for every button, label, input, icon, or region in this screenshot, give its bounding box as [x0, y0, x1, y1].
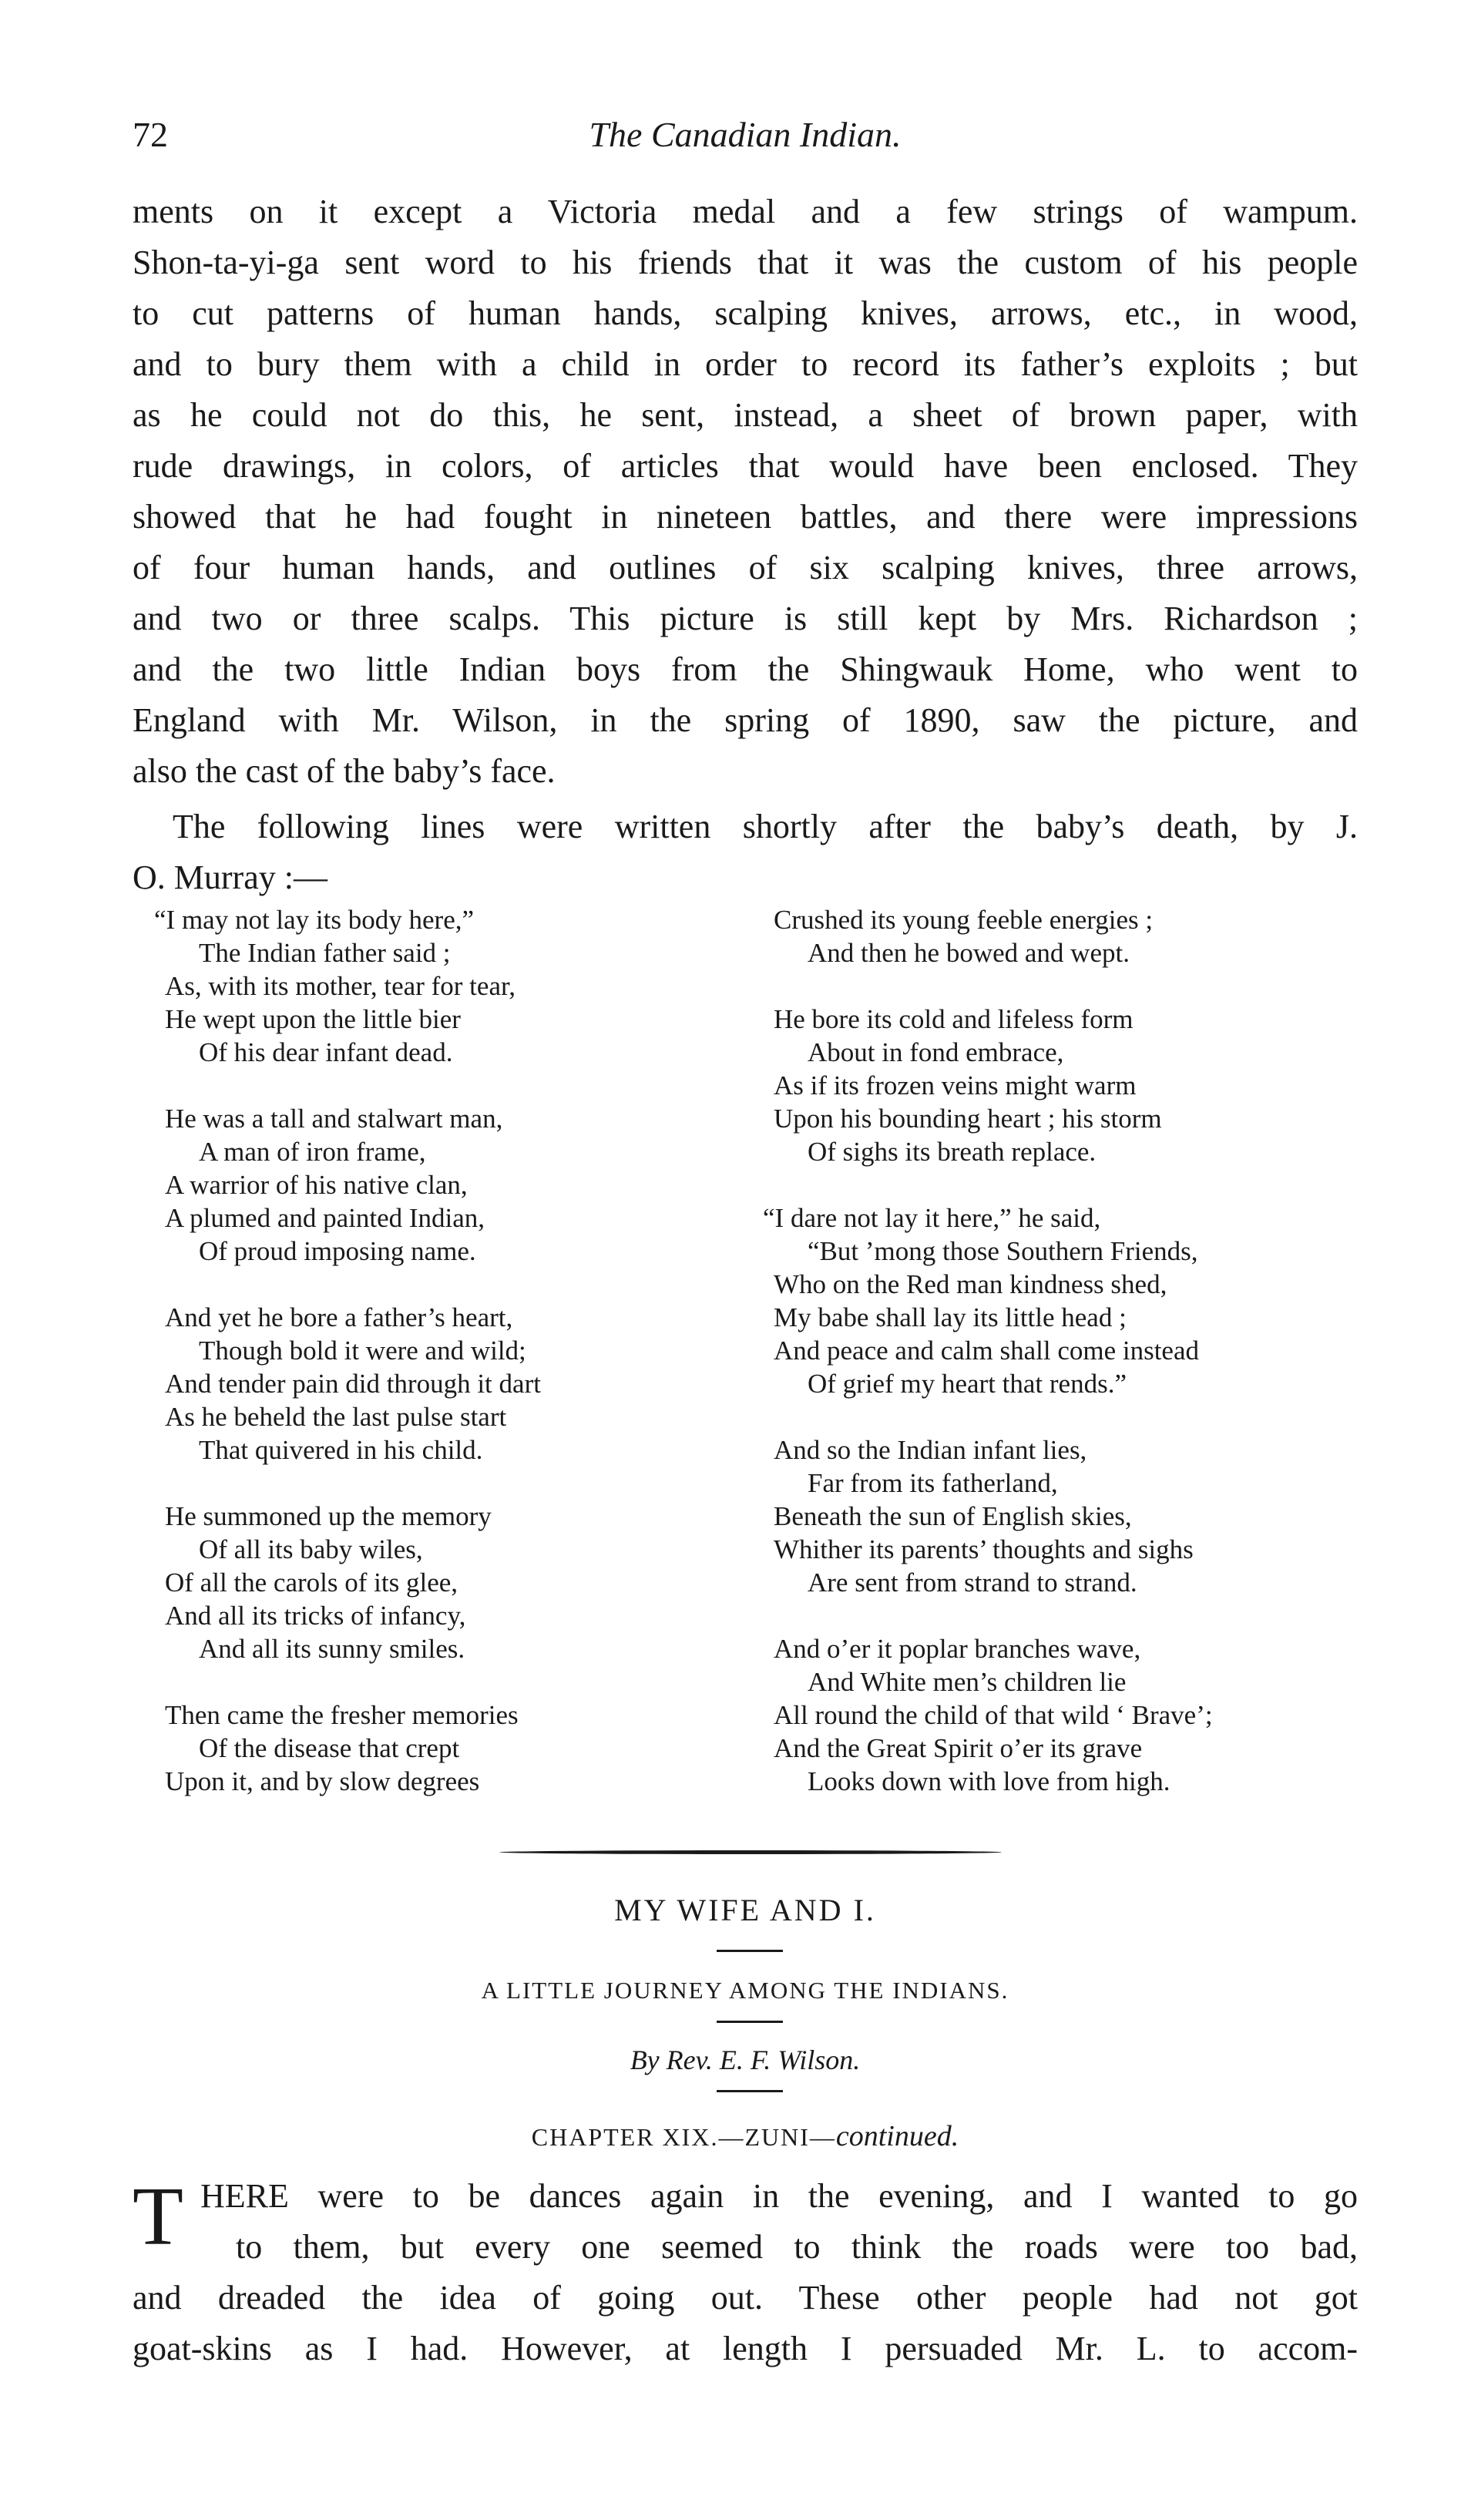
poem-line: And then he bowed and wept.	[808, 938, 1130, 968]
poem-line: Are sent from strand to strand.	[808, 1567, 1137, 1598]
subtitle-rule	[717, 2021, 783, 2023]
poem-line: And o’er it poplar branches wave,	[774, 1634, 1141, 1664]
text-line: and dreaded the idea of going out. These other people had not got	[133, 2279, 1358, 2317]
poem-line: Upon it, and by slow degrees	[165, 1766, 480, 1796]
poem-line: Then came the fresher memories	[165, 1700, 519, 1730]
text-line: of four human hands, and outlines of six scalping knives, three arrows,	[133, 549, 1358, 586]
poem-line: Of sighs its breath replace.	[808, 1137, 1097, 1167]
poem-line: And all its sunny smiles.	[199, 1634, 465, 1664]
poem-column-left	[154, 903, 758, 1831]
byline-rule	[717, 2090, 783, 2092]
poem-line: The Indian father said ;	[199, 938, 451, 968]
poem-line: Who on the Red man kindness shed,	[774, 1269, 1167, 1299]
poem-stanza	[165, 1500, 758, 1665]
poem-line: And White men’s children lie	[808, 1667, 1127, 1697]
text-line: and to bury them with a child in order to record its father’s exploits ; but	[133, 345, 1358, 383]
text-line: The following lines were written shortly after the baby’s death, by J.	[173, 808, 1358, 845]
drop-cap: T	[133, 2171, 183, 2263]
poem-line: About in fond embrace,	[808, 1037, 1064, 1067]
poem-line: Of grief my heart that rends.”	[808, 1369, 1127, 1399]
poem-line: “But ’mong those Southern Friends,	[808, 1236, 1198, 1266]
text-line: showed that he had fought in nineteen battles, and there were impressions	[133, 498, 1358, 536]
poem-line: A plumed and painted Indian,	[165, 1203, 485, 1233]
article-byline: By Rev. E. F. Wilson.	[630, 2045, 861, 2075]
text-line: ments on it except a Victoria medal and a few strings of wampum.	[133, 193, 1358, 230]
poem-line: Though bold it were and wild;	[199, 1336, 526, 1366]
poem-line: He was a tall and stalwart man,	[165, 1104, 503, 1134]
poem-line: And the Great Spirit o’er its grave	[774, 1733, 1143, 1763]
poem-line: He wept upon the little bier	[165, 1004, 461, 1034]
text-line: to them, but every one seemed to think the roads were too bad,	[236, 2228, 1358, 2266]
poem-line: Far from its fatherland,	[808, 1468, 1058, 1498]
poem-line: A warrior of his native clan,	[165, 1170, 468, 1200]
poem-line: He summoned up the memory	[165, 1501, 492, 1531]
article-subtitle: A LITTLE JOURNEY AMONG THE INDIANS.	[481, 1977, 1009, 2004]
poem-stanza	[763, 1201, 1375, 1400]
chapter-prefix: CHAPTER XIX.—ZUNI—	[531, 2123, 836, 2151]
poem-line: Beneath the sun of English skies,	[774, 1501, 1132, 1531]
poem-line: Looks down with love from high.	[808, 1766, 1170, 1796]
poem-stanza	[165, 1102, 758, 1268]
poem-line: Whither its parents’ thoughts and sighs	[774, 1534, 1194, 1564]
poem-line: And so the Indian infant lies,	[774, 1435, 1087, 1465]
text-line: and the two little Indian boys from the Shingwauk Home, who went to	[133, 650, 1358, 688]
poem-line: He bore its cold and lifeless form	[774, 1004, 1134, 1034]
paragraph-intro-poem	[133, 801, 1358, 903]
poem-stanza	[165, 1301, 758, 1467]
poem-line: Of proud imposing name.	[199, 1236, 476, 1266]
chapter-continued: continued.	[835, 2120, 959, 2152]
poem-line: And peace and calm shall come instead	[774, 1336, 1200, 1366]
poem-stanza	[165, 1698, 758, 1798]
poem-line: My babe shall lay its little head ;	[774, 1302, 1127, 1332]
poem-stanza	[774, 1433, 1375, 1599]
text-line: to cut patterns of human hands, scalping knives, arrows, etc., in wood,	[133, 294, 1358, 332]
poem-line: Of his dear infant dead.	[199, 1037, 453, 1067]
text-line: Shon-ta-yi-ga sent word to his friends that it was the custom of his people	[133, 244, 1358, 281]
text-line: as he could not do this, he sent, instead, a sheet of brown paper, with	[133, 396, 1358, 434]
poem-line: And tender pain did through it dart	[165, 1369, 541, 1399]
poem-line: As if its frozen veins might warm	[774, 1070, 1137, 1100]
text-line: goat-skins as I had. However, at length I persuaded Mr. L. to accom-	[133, 2330, 1358, 2367]
poem-line: As he beheld the last pulse start	[165, 1402, 507, 1432]
page-header	[133, 114, 1358, 168]
section-divider	[499, 1850, 1002, 1854]
poem-line: Upon his bounding heart ; his storm	[774, 1104, 1162, 1134]
text-line: and two or three scalps. This picture is still kept by Mrs. Richardson ;	[133, 600, 1358, 637]
article-opening-paragraph	[133, 2171, 1358, 2374]
poem-line: That quivered in his child.	[199, 1435, 483, 1465]
text-line: England with Mr. Wilson, in the spring of 1890, saw the picture, and	[133, 701, 1358, 739]
poem-stanza	[774, 903, 1375, 969]
running-title: The Canadian Indian.	[589, 115, 902, 154]
page-number: 72	[133, 115, 168, 154]
chapter-heading	[133, 2119, 1358, 2153]
title-rule	[717, 1950, 783, 1952]
poem-line: Of all the carols of its glee,	[165, 1567, 458, 1598]
text-line: HERE were to be dances again in the evening, and I wanted to go	[200, 2177, 1358, 2215]
poem-stanza	[154, 903, 758, 1069]
poem-line: Crushed its young feeble energies ;	[774, 905, 1154, 935]
poem-column-right	[763, 903, 1375, 1831]
text-line: O. Murray :—	[133, 858, 327, 896]
poem-line: All round the child of that wild ‘ Brave’;	[774, 1700, 1213, 1730]
poem-line: Of the disease that crept	[199, 1733, 460, 1763]
poem-line: And yet he bore a father’s heart,	[165, 1302, 513, 1332]
text-line: also the cast of the baby’s face.	[133, 752, 556, 790]
poem-stanza	[774, 1003, 1375, 1168]
paragraph-body	[133, 186, 1358, 797]
poem-line: A man of iron frame,	[199, 1137, 426, 1167]
poem-line: And all its tricks of infancy,	[165, 1601, 466, 1631]
text-line: rude drawings, in colors, of articles that would have been enclosed. They	[133, 447, 1358, 485]
poem-line: As, with its mother, tear for tear,	[165, 971, 516, 1001]
poem-line: “I may not lay its body here,”	[154, 905, 475, 935]
poem-line: “I dare not lay it here,” he said,	[763, 1203, 1101, 1233]
poem-stanza	[774, 1632, 1375, 1798]
poem-line: Of all its baby wiles,	[199, 1534, 423, 1564]
article-title: MY WIFE AND I.	[614, 1893, 876, 1927]
